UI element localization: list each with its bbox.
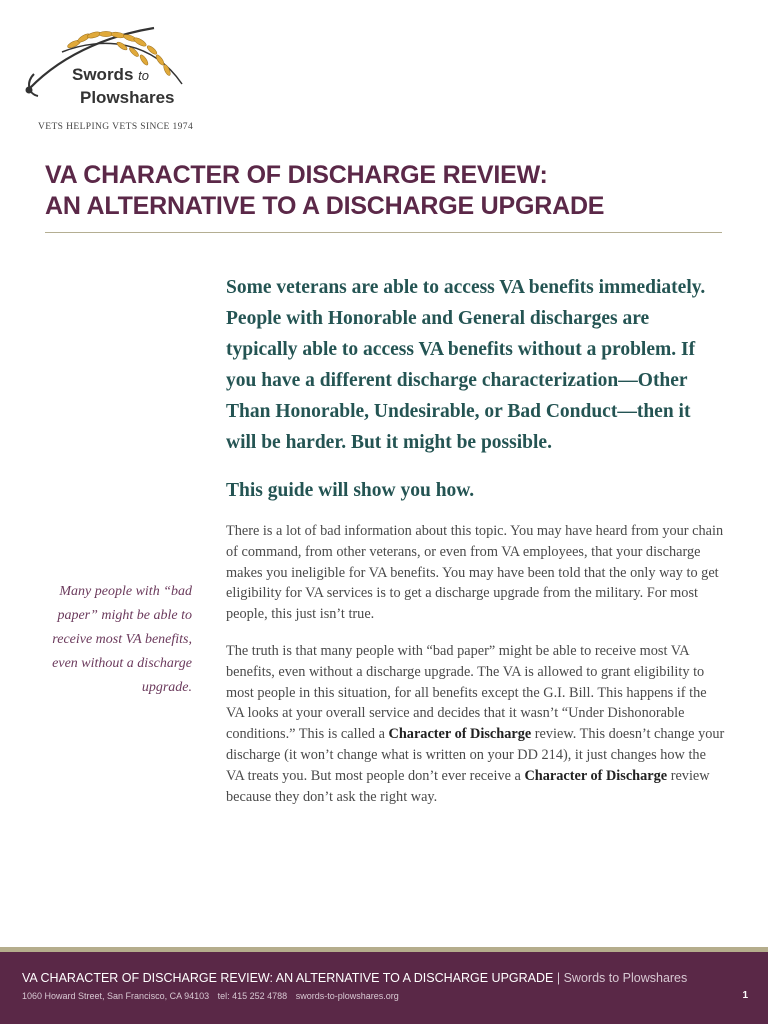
body-paragraph-1: There is a lot of bad information about this topic. You may have heard from your chain of command, from other veterans, or even from VA employees, that your discharge makes you ineligible for VA benefits. You may have been told that the only way to get eligibility for VA services is to get a discharge upgrade from the military. For most people, this just isn’t true.	[226, 523, 724, 623]
logo-name-line2: Plowshares	[80, 88, 175, 107]
lead-paragraph: Some veterans are able to access VA benefits immediately. People with Honorable and General discharges are typically able to access VA benefits without a problem. If you have a different discharge characterization—Other Than Honorable, Undesirable, or Bad Conduct—then it will be harder. But it might be possible.	[226, 277, 706, 453]
footer-phone: tel: 415 252 4788	[217, 991, 288, 1001]
footer-address: 1060 Howard Street, San Francisco, CA 94103	[22, 991, 210, 1001]
page-title-line2: AN ALTERNATIVE TO A DISCHARGE UPGRADE	[45, 192, 605, 220]
body-paragraph-2-text-c: review because they don’t ask the right way.	[226, 767, 710, 805]
body-paragraph-2	[226, 641, 726, 807]
page-title	[45, 160, 725, 222]
body-paragraph-2-text-b: review. This doesn’t change your discharge (it won’t change what is written on your DD 214), it just changes how the VA treats you. But most people don’t ever receive a	[226, 726, 725, 784]
logo-tagline: VETS HELPING VETS SINCE 1974	[38, 122, 194, 132]
logo-wordmark	[72, 64, 175, 109]
page-number: 1	[742, 990, 748, 1001]
logo-name-to: to	[138, 68, 149, 83]
character-of-discharge-term-1: Character of Discharge	[388, 726, 532, 743]
section-subhead: This guide will show you how.	[226, 480, 475, 501]
footer-website[interactable]: swords-to-plowshares.org	[295, 991, 399, 1001]
page-footer	[0, 952, 768, 1024]
org-logo	[22, 22, 197, 117]
character-of-discharge-term-2: Character of Discharge	[524, 767, 668, 784]
logo-name-line1: Swords	[72, 65, 134, 84]
footer-contact	[22, 991, 405, 1001]
title-divider	[45, 232, 722, 233]
footer-document-title: VA CHARACTER OF DISCHARGE REVIEW: AN ALTERNATIVE TO A DISCHARGE UPGRADE	[22, 971, 554, 985]
footer-title	[22, 971, 687, 985]
footer-separator: |	[556, 971, 561, 985]
page-title-line1: VA CHARACTER OF DISCHARGE REVIEW:	[45, 161, 548, 189]
footer-org-name: Swords to Plowshares	[563, 971, 688, 985]
pull-quote: Many people with “bad paper” might be able to receive most VA benefits, even without a discharge upgrade.	[52, 584, 192, 695]
body-paragraph-2-text-a: The truth is that many people with “bad paper” might be able to receive most VA benefits, even without a discharge upgrade. The VA is allowed to grant eligibility to most people in this situation, for all benefits except the G.I. Bill. This happens if the VA looks at your overall service and decides that it wasn’t “Under Dishonorable conditions.” This is called a	[226, 643, 707, 743]
